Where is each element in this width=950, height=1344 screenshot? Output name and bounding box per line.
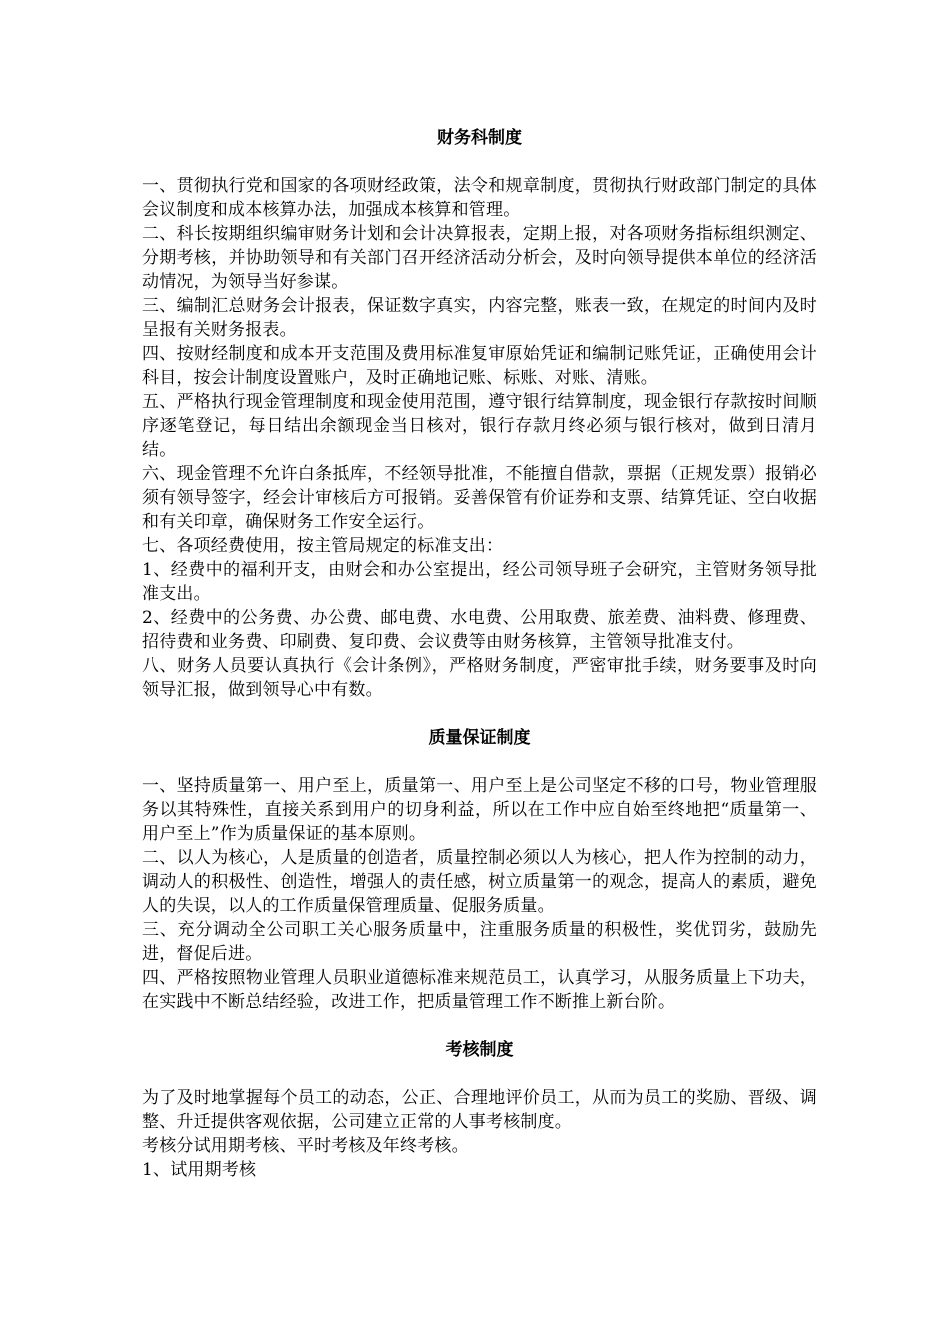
document-body (142, 122, 817, 1182)
paragraph: 2、经费中的公务费、办公费、邮电费、水电费、公用取费、旅差费、油料费、修理费、招待费和业务费、印刷费、复印费、会议费等由财务核算，主管领导批准支付。 (142, 608, 817, 652)
paragraph: 四、严格按照物业管理人员职业道德标准来规范员工，认真学习，从服务质量上下功夫，在实践中不断总结经验，改进工作，把质量管理工作不断推上新台阶。 (142, 968, 817, 1012)
paragraph: 1、试用期考核 (142, 1160, 257, 1180)
section-title-finance: 财务科制度 (437, 128, 522, 148)
paragraph: 为了及时地掌握每个员工的动态，公正、合理地评价员工，从而为员工的奖励、晋级、调整、升迁提供客观依据，公司建立正常的人事考核制度。 (142, 1088, 817, 1132)
section-title-assessment: 考核制度 (445, 1040, 514, 1060)
paragraph: 五、严格执行现金管理制度和现金使用范围，遵守银行结算制度，现金银行存款按时间顺序逐笔登记，每日结出余额现金当日核对，银行存款月终必须与银行核对，做到日清月结。 (142, 392, 817, 460)
paragraph: 四、按财经制度和成本开支范围及费用标准复审原始凭证和编制记账凭证，正确使用会计科目，按会计制度设置账户，及时正确地记账、标账、对账、清账。 (142, 344, 817, 388)
section-title-quality: 质量保证制度 (428, 728, 531, 748)
paragraph: 三、编制汇总财务会计报表，保证数字真实，内容完整，账表一致，在规定的时间内及时呈报有关财务报表。 (142, 296, 817, 340)
paragraph: 一、贯彻执行党和国家的各项财经政策，法令和规章制度，贯彻执行财政部门制定的具体会议制度和成本核算办法，加强成本核算和管理。 (142, 176, 817, 220)
paragraph: 三、充分调动全公司职工关心服务质量中，注重服务质量的积极性，奖优罚劣，鼓励先进，督促后进。 (142, 920, 817, 964)
paragraph: 一、坚持质量第一、用户至上，质量第一、用户至上是公司坚定不移的口号，物业管理服务以其特殊性，直接关系到用户的切身利益，所以在工作中应自始至终地把“质量第一、用户至上”作为质量保证的基本原则。 (142, 776, 817, 844)
paragraph: 1、经费中的福利开支，由财会和办公室提出，经公司领导班子会研究，主管财务领导批准支出。 (142, 560, 817, 604)
paragraph: 考核分试用期考核、平时考核及年终考核。 (142, 1136, 469, 1156)
paragraph: 六、现金管理不允许白条抵库，不经领导批准，不能擅自借款，票据（正规发票）报销必须有领导签字，经会计审核后方可报销。妥善保管有价证券和支票、结算凭证、空白收据和有关印章，确保财务工作安全运行。 (142, 464, 817, 532)
paragraph: 二、以人为核心，人是质量的创造者，质量控制必须以人为核心，把人作为控制的动力，调动人的积极性、创造性，增强人的责任感，树立质量第一的观念，提高人的素质，避免人的失误，以人的工作质量保管理质量、促服务质量。 (142, 848, 817, 916)
paragraph: 二、科长按期组织编审财务计划和会计决算报表，定期上报，对各项财务指标组织测定、分期考核，并协助领导和有关部门召开经济活动分析会，及时向领导提供本单位的经济活动情况，为领导当好参谋。 (142, 224, 817, 292)
paragraph: 七、各项经费使用，按主管局规定的标准支出： (142, 536, 504, 556)
paragraph: 八、财务人员要认真执行《会计条例》，严格财务制度，严密审批手续，财务要事及时向领导汇报，做到领导心中有数。 (142, 656, 817, 700)
